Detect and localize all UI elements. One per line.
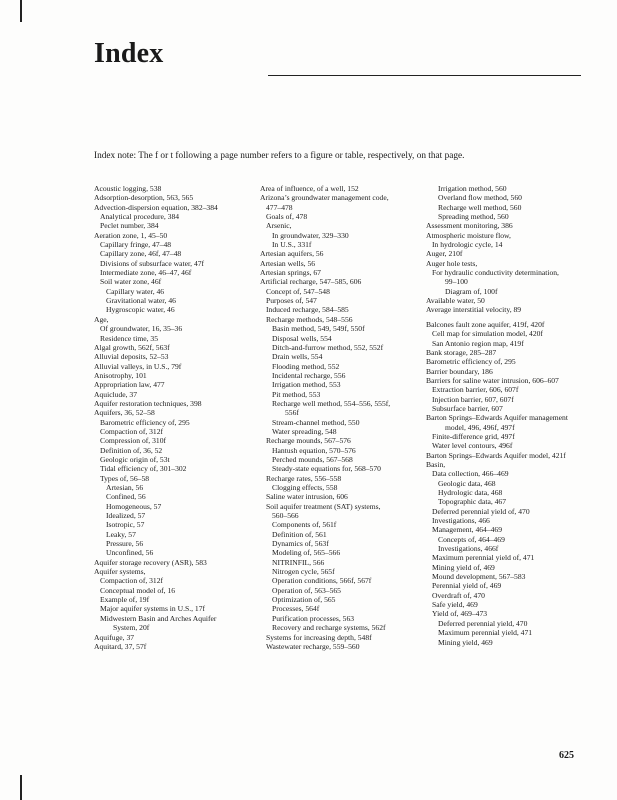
index-subentry: Definition of, 561: [272, 529, 327, 539]
index-subentry: For hydraulic conductivity determination,: [432, 268, 559, 278]
index-subentry: Flooding method, 552: [272, 361, 340, 371]
index-subentry: Barometric efficiency of, 295: [100, 417, 190, 427]
index-subentry: Major aquifer systems in U.S., 17f: [100, 604, 206, 614]
index-column-3: [426, 184, 568, 647]
index-subentry: Geologic origin of, 53t: [100, 454, 170, 464]
index-subentry: Modeling of, 565–566: [272, 548, 341, 558]
index-subentry: Irrigation method, 553: [272, 380, 341, 390]
index-entry: Alluvial valleys, in U.S., 79f: [94, 361, 182, 371]
index-entry: Barriers for saline water intrusion, 606–607: [426, 375, 559, 385]
index-subentry: Components of, 561f: [272, 520, 337, 530]
index-subentry: Operation conditions, 566f, 567f: [272, 576, 372, 586]
index-entry: Barometric efficiency of, 295: [426, 357, 516, 367]
index-subentry: Residence time, 35: [100, 333, 158, 343]
index-subentry: Water spreading, 548: [272, 426, 337, 436]
index-subentry: Injection barrier, 607, 607f: [432, 394, 514, 404]
index-entry: Balcones fault zone aquifer, 419f, 420f: [426, 319, 545, 329]
index-subentry: Compaction of, 312f: [100, 426, 164, 436]
index-subentry: System, 20f: [113, 623, 150, 633]
index-subentry: Induced recharge, 584–585: [266, 305, 349, 315]
index-entry: Acoustic logging, 538: [94, 184, 162, 193]
index-subentry: 556f: [285, 408, 299, 418]
index-subentry: Recharge rates, 556–558: [266, 473, 342, 483]
index-subentry: Operation of, 563–565: [272, 585, 341, 595]
binding-mark-top: [20, 0, 22, 22]
index-subentry: Unconfined, 56: [106, 548, 154, 558]
index-entry: Anisotrophy, 101: [94, 370, 147, 380]
index-subentry: Soil aquifer treatment (SAT) systems,: [266, 501, 381, 511]
index-entry: Aquiclude, 37: [94, 389, 138, 399]
index-entry: Alluvial deposits, 52–53: [94, 352, 169, 362]
page-number: 625: [559, 750, 574, 761]
index-entry: Barton Springs–Edwards Aquifer model, 421f: [426, 450, 566, 460]
binding-mark-bottom: [20, 775, 22, 800]
index-subentry: Hygroscopic water, 46: [106, 305, 175, 315]
index-subentry: In groundwater, 329–330: [272, 230, 349, 240]
page-title: Index: [94, 38, 164, 69]
index-subentry: Capillary zone, 46f, 47–48: [100, 249, 182, 259]
index-subentry: Safe yield, 469: [432, 600, 478, 610]
index-subentry: Investigations, 466f: [438, 544, 499, 554]
index-entry: Age,: [94, 314, 109, 324]
index-subentry: Perched mounds, 567–568: [272, 454, 353, 464]
index-subentry: Optimization of, 565: [272, 595, 336, 605]
index-entry: Atmospheric moisture flow,: [426, 230, 511, 240]
index-subentry: Steady-state equations for, 568–570: [272, 464, 381, 474]
index-subentry: Analytical procedure, 384: [100, 212, 180, 222]
index-subentry: Of groundwater, 16, 35–36: [100, 324, 183, 334]
index-entry: Aquifuge, 37: [94, 632, 135, 642]
index-entry: Appropriation law, 477: [94, 380, 165, 390]
index-subentry: Hantush equation, 570–576: [272, 445, 356, 455]
index-subentry: Systems for increasing depth, 548f: [266, 632, 372, 642]
index-subentry: Irrigation method, 560: [438, 184, 507, 193]
index-subentry: Purification processes, 563: [272, 613, 355, 623]
index-entry: Area of influence, of a well, 152: [260, 184, 359, 193]
index-subentry: Maximum perennial yield of, 471: [432, 553, 535, 563]
index-subentry: Saline water intrusion, 606: [266, 492, 348, 502]
index-subentry: Isotropic, 57: [106, 520, 145, 530]
index-subentry: Types of, 56–58: [100, 473, 150, 483]
index-subentry: San Antonio region map, 419f: [432, 338, 524, 348]
index-subentry: NITRINFIL, 566: [272, 557, 325, 567]
index-subentry: 477–478: [266, 202, 293, 212]
index-entry: Basin,: [426, 459, 446, 469]
index-subentry: Idealized, 57: [106, 511, 146, 521]
index-entry: Aquifer storage recovery (ASR), 583: [94, 557, 207, 567]
index-subentry: 99–100: [445, 277, 468, 287]
index-subentry: Spreading method, 560: [438, 212, 509, 222]
index-entry: Aquifers, 36, 52–58: [94, 408, 155, 418]
index-subentry: Extraction barrier, 606, 607f: [432, 385, 519, 395]
index-subentry: Subsurface barrier, 607: [432, 403, 503, 413]
index-subentry: Arsenic,: [266, 221, 292, 231]
index-entry: Auger, 210f: [426, 249, 463, 259]
index-entry: Artificial recharge, 547–585, 606: [260, 277, 362, 287]
index-subentry: Deferred perennial yield of, 470: [432, 506, 530, 516]
index-entry: Auger hole tests,: [426, 258, 478, 268]
index-subentry: Soil water zone, 46f: [100, 277, 162, 287]
index-subentry: Recharge mounds, 567–576: [266, 436, 351, 446]
index-subentry: Intermediate zone, 46–47, 46f: [100, 268, 192, 278]
index-subentry: Example of, 19f: [100, 595, 150, 605]
index-subentry: In hydrologic cycle, 14: [432, 240, 503, 250]
index-entry: Average interstitial velocity, 89: [426, 305, 522, 315]
index-subentry: Purposes of, 547: [266, 296, 317, 306]
index-entry: Aquitard, 37, 57f: [94, 641, 147, 651]
index-subentry: Drain wells, 554: [272, 352, 323, 362]
index-subentry: Capillary fringe, 47–48: [100, 240, 172, 250]
index-subentry: Confined, 56: [106, 492, 146, 502]
index-subentry: Management, 464–469: [432, 525, 503, 535]
index-subentry: Wastewater recharge, 559–560: [266, 641, 360, 651]
index-subentry: Water level contours, 496f: [432, 441, 513, 451]
index-column-2: [260, 184, 390, 651]
index-subentry: Divisions of subsurface water, 47f: [100, 258, 205, 268]
index-subentry: Geologic data, 468: [438, 478, 496, 488]
index-subentry: model, 496, 496f, 497f: [445, 422, 515, 432]
index-subentry: Stream-channel method, 550: [272, 417, 360, 427]
index-subentry: Overland flow method, 560: [438, 193, 522, 203]
index-entry: Arizona’s groundwater management code,: [260, 193, 389, 203]
index-subentry: Recharge well method, 560: [438, 202, 522, 212]
index-entry: Assessment monitoring, 386: [426, 221, 513, 231]
index-subentry: Pit method, 553: [272, 389, 321, 399]
index-subentry: Perennial yield of, 469: [432, 581, 502, 591]
index-subentry: Mining yield, 469: [438, 637, 493, 647]
index-subentry: Investigations, 466: [432, 516, 490, 526]
index-subentry: Recharge well method, 554–556, 555f,: [272, 398, 391, 408]
index-entry: Barrier boundary, 186: [426, 366, 493, 376]
index-subentry: Mining yield of, 469: [432, 562, 495, 572]
title-rule: [268, 75, 581, 76]
index-subentry: Artesian, 56: [106, 483, 144, 492]
index-subentry: Processes, 564f: [272, 604, 320, 614]
index-subentry: Homogeneous, 57: [106, 501, 162, 511]
index-subentry: Data collection, 466–469: [432, 469, 509, 479]
index-subentry: Midwestern Basin and Arches Aquifer: [100, 613, 217, 623]
index-entry: Algal growth, 562f, 563f: [94, 342, 170, 352]
index-entry: Aquifer restoration techniques, 398: [94, 398, 202, 408]
index-subentry: Peclet number, 384: [100, 221, 159, 231]
index-subentry: Tidal efficiency of, 301–302: [100, 464, 187, 474]
index-entry: Barton Springs–Edwards Aquifer management: [426, 413, 568, 423]
index-subentry: Gravitational water, 46: [106, 296, 176, 306]
index-subentry: Leaky, 57: [106, 529, 136, 539]
index-entry: Advection-dispersion equation, 382–384: [94, 202, 218, 212]
index-subentry: Definition of, 36, 52: [100, 445, 163, 455]
index-entry: Aquifer systems,: [94, 567, 146, 577]
index-subentry: Mound development, 567–583: [432, 572, 526, 582]
index-subentry: Goals of, 478: [266, 212, 308, 222]
index-entry: Adsorption-desorption, 563, 565: [94, 193, 194, 203]
index-subentry: Cell map for simulation model, 420f: [432, 329, 543, 339]
index-subentry: Dynamics of, 563f: [272, 539, 329, 549]
index-subentry: Recovery and recharge systems, 562f: [272, 623, 386, 633]
index-entry: Artesian wells, 56: [260, 258, 316, 268]
index-subentry: Concepts of, 464–469: [438, 534, 505, 544]
index-subentry: Capillary water, 46: [106, 286, 165, 296]
index-subentry: Concept of, 547–548: [266, 286, 330, 296]
index-entry: Available water, 50: [426, 296, 485, 306]
index-subentry: Hydrologic data, 468: [438, 488, 503, 497]
index-subentry: Diagram of, 100f: [445, 286, 498, 296]
index-entry: Aeration zone, 1, 45–50: [94, 230, 168, 240]
index-subentry: Disposal wells, 554: [272, 333, 332, 343]
index-subentry: Pressure, 56: [106, 539, 144, 549]
index-subentry: 560–566: [272, 511, 299, 521]
index-subentry: Deferred perennial yield, 470: [438, 618, 528, 628]
index-subentry: Yield of, 469–473: [432, 609, 488, 619]
index-subentry: Incidental recharge, 556: [272, 370, 346, 380]
index-subentry: Maximum perennial yield, 471: [438, 628, 533, 638]
index-column-1: [94, 184, 218, 651]
index-subentry: Ditch-and-furrow method, 552, 552f: [272, 342, 384, 352]
index-entry: Artesian aquifers, 56: [260, 249, 324, 259]
index-subentry: Compaction of, 312f: [100, 576, 164, 586]
index-entry: Bank storage, 285–287: [426, 347, 497, 357]
index-entry: Artesian springs, 67: [260, 268, 321, 278]
index-subentry: Compression of, 310f: [100, 436, 167, 446]
index-subentry: Basin method, 549, 549f, 550f: [272, 324, 365, 334]
index-subentry: Finite-difference grid, 497f: [432, 431, 515, 441]
index-subentry: Conceptual model of, 16: [100, 585, 176, 595]
index-subentry: Topographic data, 467: [438, 497, 507, 507]
index-subentry: Overdraft of, 470: [432, 590, 485, 600]
index-subentry: Nitrogen cycle, 565f: [272, 567, 335, 577]
index-subentry: Clogging effects, 558: [272, 483, 338, 492]
index-note: Index note: The f or t following a page number refers to a figure or table, respectively, on that page.: [94, 151, 465, 161]
index-subentry: In U.S., 331f: [272, 240, 312, 250]
index-subentry: Recharge methods, 548–556: [266, 314, 353, 324]
